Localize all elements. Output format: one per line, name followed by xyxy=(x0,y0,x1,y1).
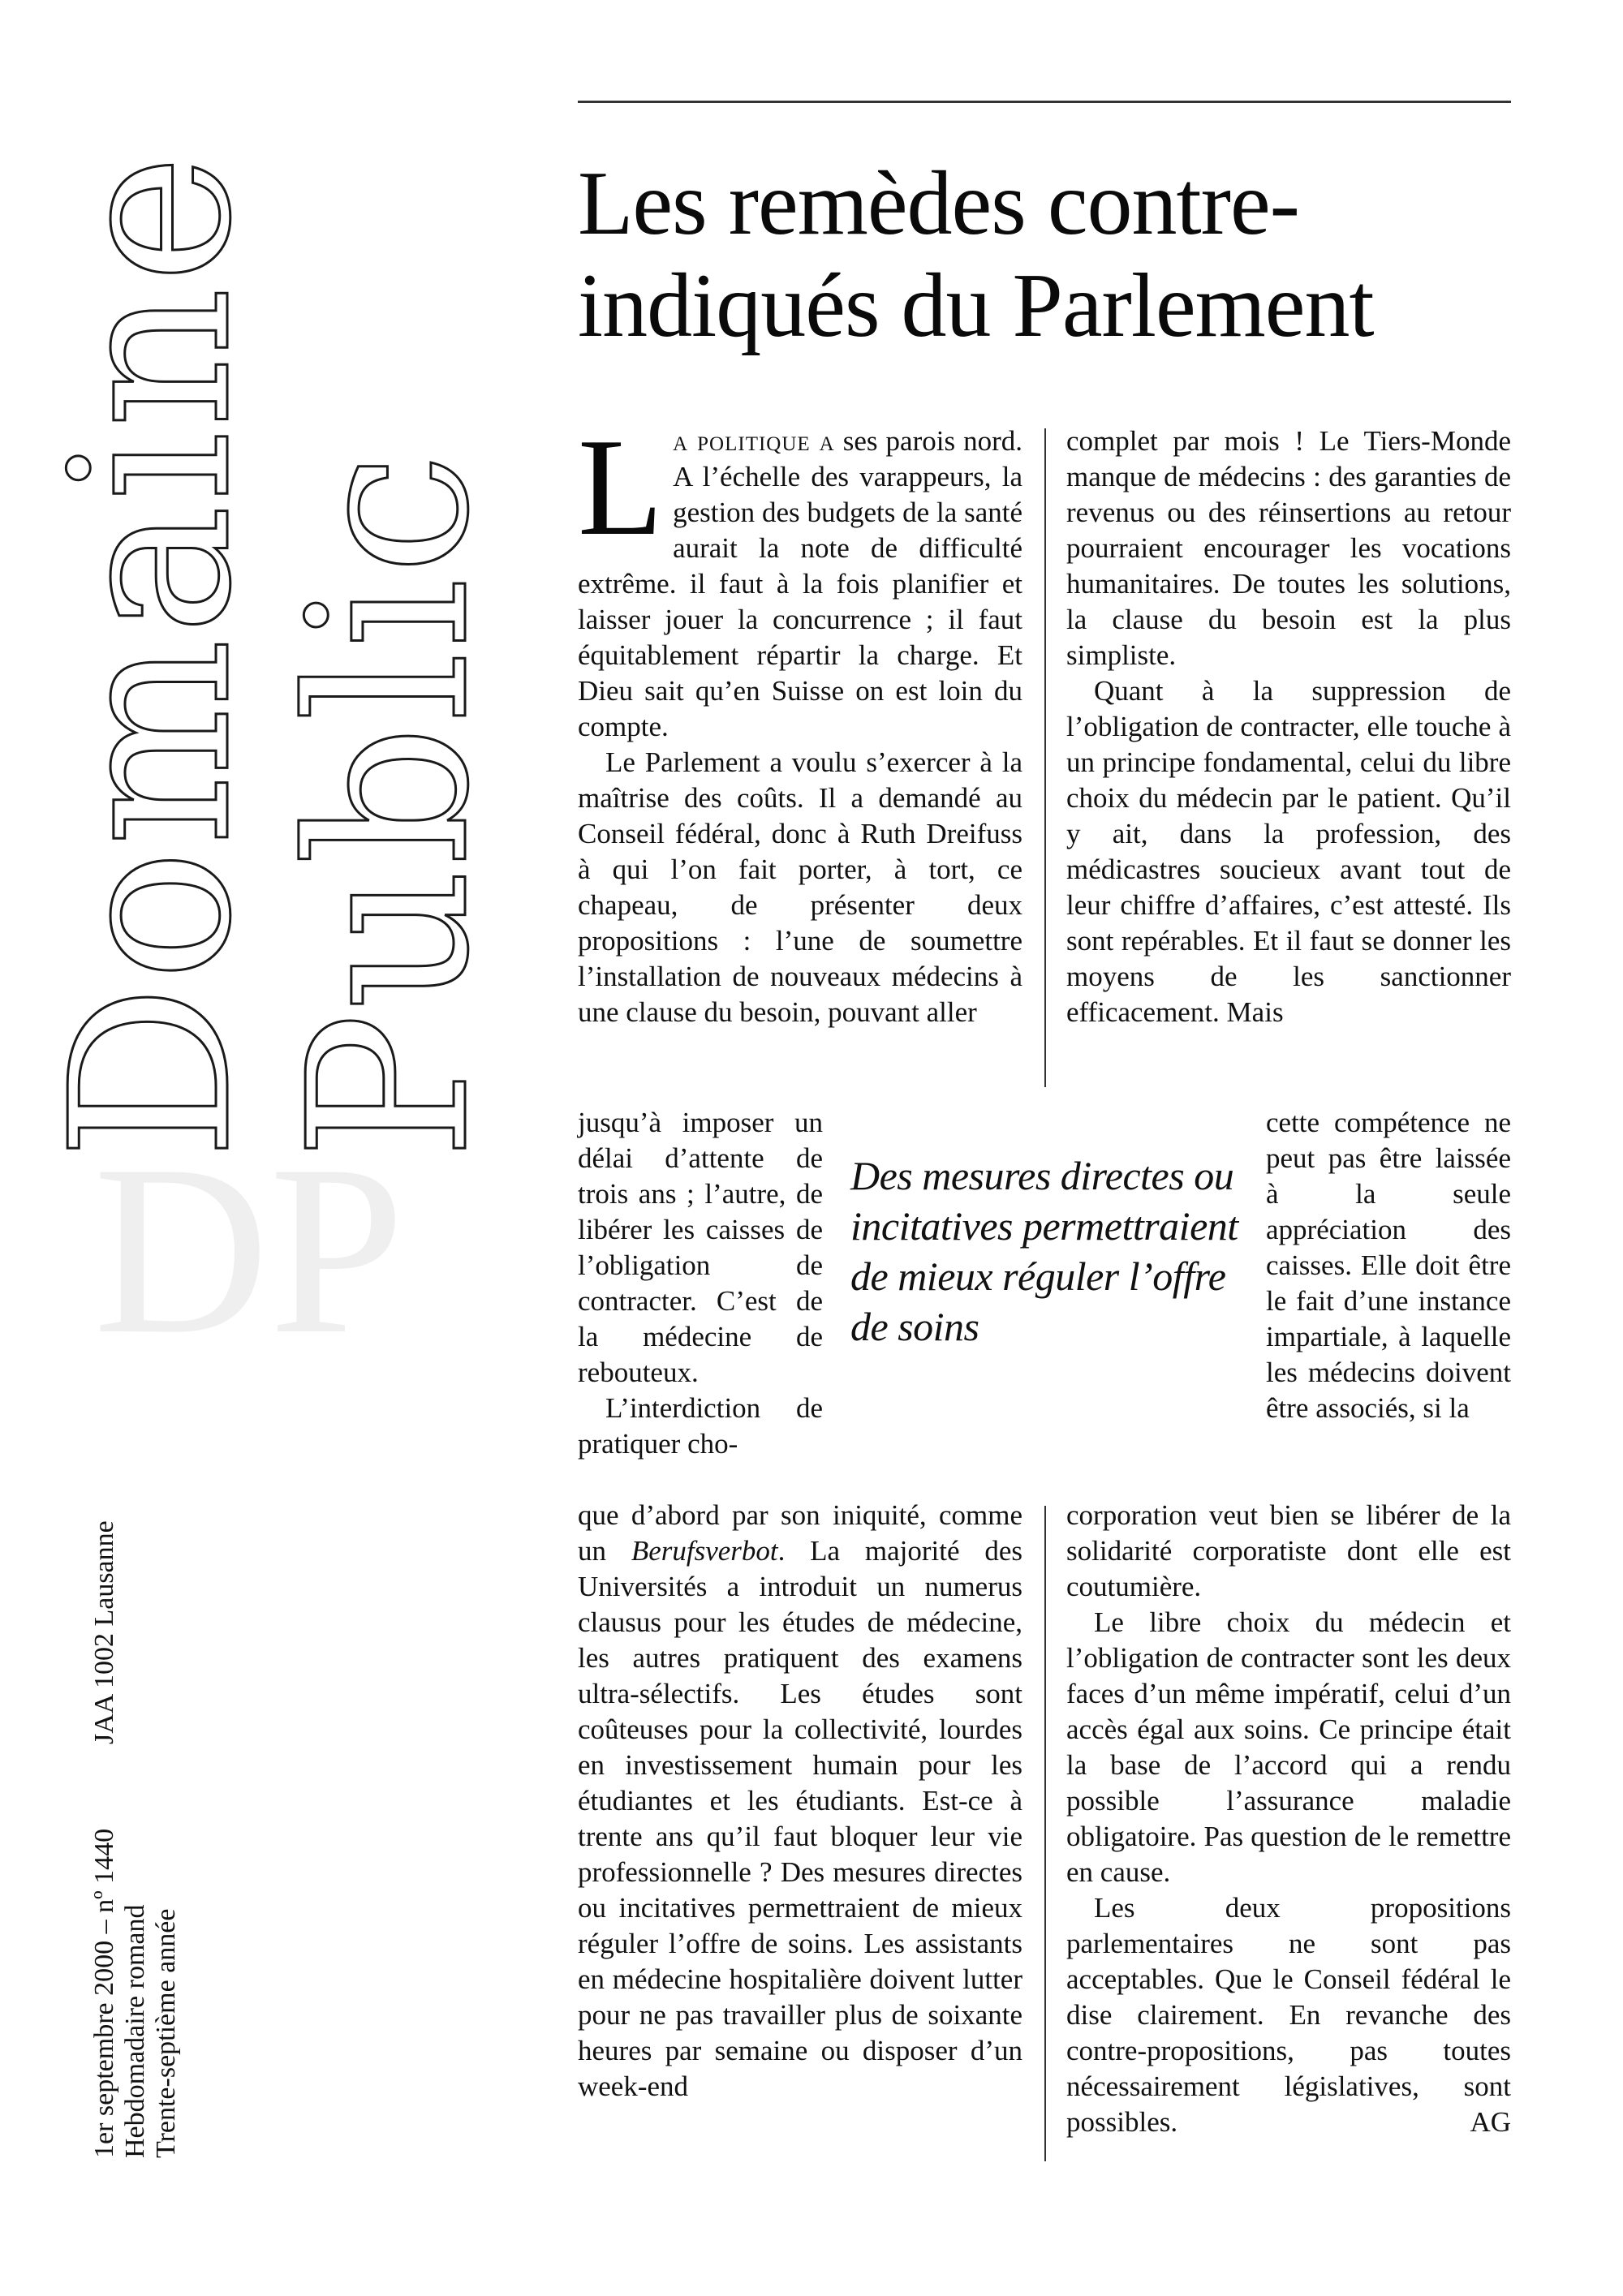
paragraph-rebouteux: jusqu’à imposer un délai d’attente de trois ans ; l’autre, de libérer les caisses de l’obligation de contracter. C’est de la médecine de rebouteux. xyxy=(578,1107,823,1388)
paragraph-competence: cette compétence ne peut pas être laissée à la seule appréciation des caisses. Elle doit être le fait d’une instance impartiale, à laquelle les médecins doivent être associés, si la xyxy=(1266,1107,1511,1424)
issue-info xyxy=(89,1829,182,2158)
paragraph-intro xyxy=(578,411,1023,745)
paragraph-iniquite xyxy=(578,1498,1022,2105)
column-2-bottom xyxy=(1066,1498,1511,2140)
top-rule xyxy=(578,101,1511,103)
propositions-text: Les deux propositions parlementaires ne sont pas acceptables. Que le Conseil fédéral le dise clairement. En revanche des contre-propositions, pas toutes nécessairement législatives, sont possibles. xyxy=(1066,1892,1511,2138)
paragraph-libre-choix: Le libre choix du médecin et l’obligation de contracter sont les deux faces d’un même impératif, celui d’un accès égal aux soins. Ce principe était la base de l’accord qui a rendu possible l’assurance maladie obligatoire. Pas question de le remettre en cause. xyxy=(1066,1606,1511,1888)
paragraph-corporation: corporation veut bien se libérer de la solidarité corporatiste dont elle est coutumière. xyxy=(1066,1499,1511,1602)
lead-smallcaps: a politique a xyxy=(673,425,835,457)
title-line-2: indiqués du Parlement xyxy=(578,256,1374,356)
paragraph-parlement: Le Parlement a voulu s’exercer à la maîtrise des coûts. Il a demandé au Conseil fédéral, donc à Ruth Dreifuss à qui l’on fait porter, à tort, ce chapeau, de présenter deux propositions : l’une de soumettre l’installation de nouveaux médecins à une clause du besoin, pouvant aller xyxy=(578,746,1022,1028)
berufsverbot-italic: Berufsverbot xyxy=(631,1535,778,1567)
pull-quote: Des mesures directes ou incitatives permettraient de mieux réguler l’offre de soins xyxy=(850,1153,1238,1349)
column-divider-top xyxy=(1044,428,1046,1087)
paragraph-interdiction: L’interdiction de pratiquer cho- xyxy=(578,1392,823,1460)
column-1-narrow xyxy=(578,1105,823,1462)
author-signature: AG xyxy=(1470,2106,1511,2138)
column-1-top xyxy=(578,411,1023,1030)
drop-cap: L xyxy=(578,411,664,565)
paragraph-propositions xyxy=(1066,1890,1511,2140)
column-divider-bottom xyxy=(1044,1506,1046,2161)
dp-watermark-logo: DP xyxy=(93,1115,405,1384)
column-2-narrow xyxy=(1266,1105,1511,1426)
postal-code-label: JAA 1002 Lausanne xyxy=(89,1520,119,1744)
iniquite-text-a: que d’abord par son iniquité, comme un xyxy=(578,1499,1022,1567)
column-1-bottom xyxy=(578,1498,1022,2105)
publication-frequency: Hebdomadaire romand xyxy=(120,1904,150,2158)
title-line-1: Les remèdes contre- xyxy=(578,153,1299,254)
iniquite-text-b: . La majorité des Universités a introduit un numerus clausus pour les études de médecine, les autres pratiquent des examens ultra-sélectifs. Les études sont coûteuses pour la collectivité, lourdes en investissement humain pour les étudiantes et les étudiants. Est-ce à trente ans qu’il faut bloquer leur vie professionnelle ? Des mesures directes ou incitatives permettraient de mieux réguler l’offre de soins. Les assistants en médecine hospitalière doivent lutter pour ne pas travailler plus de soixante heures par semaine ou disposer d’un week-end xyxy=(578,1535,1022,2102)
masthead-domaine: Domaine xyxy=(24,150,279,1160)
paragraph-tiers-monde: complet par mois ! Le Tiers-Monde manque de médecins : des garanties de revenus ou des réinsertions au retour pourraient encourager les vocations humanitaires. De toutes les solutions, la clause du besoin est la plus simpliste. xyxy=(1066,425,1511,671)
issue-date: 1er septembre 2000 – nº 1440 xyxy=(89,1828,119,2158)
paragraph-intro-text: ses parois nord. A l’échelle des varappeurs, la gestion des budgets de la santé aurait la note de difficulté extrême. il faut à la fois planifier et laisser jouer la concurrence ; il faut équitablement répartir la charge. Et Dieu sait qu’en Suisse on est loin du compte. xyxy=(578,425,1023,742)
article-title xyxy=(578,153,1511,357)
paragraph-obligation: Quant à la suppression de l’obligation de contracter, elle touche à un principe fondamental, celui du libre choix du médecin par le patient. Qu’il y ait, dans la profession, des médicastres soucieux avant tout de leur chiffre d’affaires, c’est attesté. Ils sont repérables. Et il faut se donner les moyens de les sanctionner efficacement. Mais xyxy=(1066,675,1511,1028)
column-2-top xyxy=(1066,424,1511,1030)
publication-year: Trente-septième année xyxy=(151,1908,181,2158)
masthead-public: Public xyxy=(261,449,517,1160)
